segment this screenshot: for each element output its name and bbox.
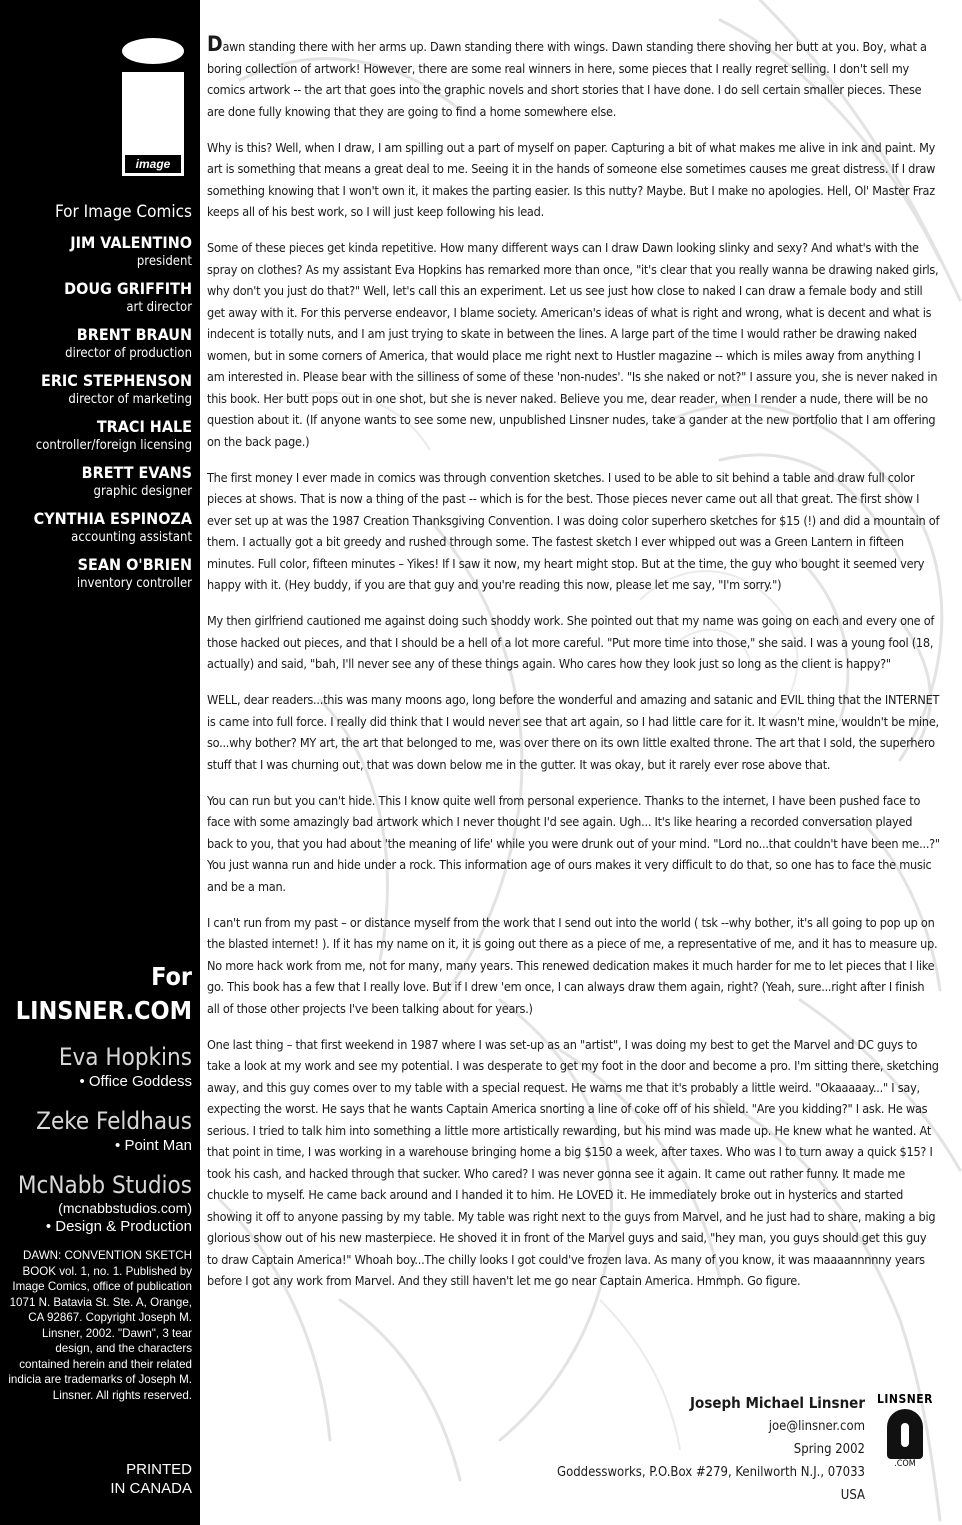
paragraph-text: awn standing there with her arms up. Dawn standing there with wings. Dawn standing there shoving her butt at you. Boy, what a boring collection of artwork! However, there are some real winners in here, some pieces that I really regret selling. I don't sell my comics artwork -- the art that goes into the graphic novels and short stories that I have done. I do sell certain smaller pieces. These are done fully knowing that they are going to find a home somewhere else. xyxy=(207,39,927,119)
studio-url: (mcnabbstudios.com) xyxy=(58,1200,192,1216)
linsner-staff-list xyxy=(0,960,192,1237)
drop-cap: D xyxy=(207,32,223,56)
staff-role: inventory controller xyxy=(76,576,192,591)
linsner-header: For LINSNER.COM xyxy=(15,962,192,1025)
article-body xyxy=(207,34,940,1306)
staff-role: accounting assistant xyxy=(71,530,192,545)
author-name: Joseph Michael Linsner xyxy=(690,1394,865,1412)
linsner-logo-suffix: .COM xyxy=(894,1459,916,1469)
article-paragraph: I can't run from my past – or distance myself from the work that I send out into the world ( tsk --why bother, it's all going to pop up on the blasted internet! ). If it has my name on it, it is going out there as a piece of me, a representative of me, and it has to measure up. No more hack work from me, not for many, many years. This renewed dedication makes it much harder for me to let pieces that I like go. This book has a few that I really love. But if I drew 'em once, I can always draw them again, right? (Yeah, sure...right after I finish all of those other projects I've been talking about for years.) xyxy=(207,914,938,1016)
signature-date: Spring 2002 xyxy=(793,1442,865,1457)
staff-entry xyxy=(2,416,192,454)
staff-entry xyxy=(2,462,192,500)
staff-entry xyxy=(2,278,192,316)
linsner-logo-word: LINSNER xyxy=(877,1392,933,1406)
staff-name: BRENT BRAUN xyxy=(76,325,192,344)
signature-text xyxy=(538,1392,865,1507)
staff-role: art director xyxy=(126,300,192,315)
staff-entry xyxy=(2,232,192,270)
studio-role: • Design & Production xyxy=(45,1218,192,1235)
linsner-logo xyxy=(872,1392,938,1488)
article-paragraph: One last thing – that first weekend in 1987 where I was set-up as an "artist", I was doing my best to get the Marvel and DC guys to take a look at my work and see my potential. I was desperate to get my foot in the door and become a pro. I'm sitting there, sketching away, and this guy comes over to my table with a special request. He warns me that it's probably a little weird. "Okaaaaay..." I say, expecting the worst. He says that he wants Captain America snorting a line of coke off of his shield. "Are you kidding?" I ask. He was serious. I tried to talk him into something a little more artistically rewarding, but his mind was made up. He knew what he wanted. At that point in time, I was working in a warehouse bringing home a big $150 a week, after taxes. Who was I to turn away a quick $15? I took his cash, and hacked through that sucker. Who cared? I was never gonna see it again. It came out rather funny. It made me chuckle to myself. He came back around and I handed it to him. He LOVED it. He immediately broke out in hysterics and started showing it off to anyone passing by my table. My table was right next to the guys from Marvel, and he just had to share, making a big glorious show out of his new masterpiece. He shoved it in front of the Marvel guys and said, "hey man, you guys should get this guy to draw Captain America!" Whoah boy...The chilly looks I got could've frozen lava. As many of you know, it was maaaannnnny years before I got any work from Marvel. And they still haven't let me go near Captain America. Hmmph. Go figure. xyxy=(207,1036,939,1288)
credits-sidebar xyxy=(0,0,200,1525)
article-paragraph: The first money I ever made in comics was through convention sketches. I used to be able to sit behind a table and draw full color pieces at shows. That is now a thing of the past -- which is for the best. Those pieces never came out all that great. The first show I ever set up at was the 1987 Creation Thanksgiving Convention. I was doing color superhero sketches for $15 (!) and did a mountain of them. I actually got a bit greedy and rushed through some. The fastest sketch I ever whipped out was a Green Lantern in fifteen minutes. Full color, fifteen minutes – Yikes! If I saw it now, my heart might stop. But at the time, the guy who bought it seemed very happy with it. (Hey buddy, if you are that guy and you're reading this now, please let me say, "I'm sorry.") xyxy=(207,469,940,592)
printed-line: PRINTED xyxy=(126,1461,192,1478)
image-comics-logo xyxy=(122,38,184,176)
keyhole-icon xyxy=(887,1409,923,1459)
staff-name: ERIC STEPHENSON xyxy=(41,371,192,390)
staff-entry xyxy=(2,554,192,592)
staff-role: controller/foreign licensing xyxy=(35,438,192,453)
logo-dot xyxy=(122,38,184,64)
staff-name: BRETT EVANS xyxy=(81,463,192,482)
staff-name: JIM VALENTINO xyxy=(70,233,192,252)
linsner-staff-name: Eva Hopkins xyxy=(58,1043,192,1071)
article-paragraph: Some of these pieces get kinda repetitive. How many different ways can I draw Dawn looking slinky and sexy? And what's with the spray on clothes? As my assistant Eva Hopkins has remarked more than once, "it's clear that you really wanna be drawing naked girls, why don't you just do that?" Well, let's call this an experiment. Let us see just how close to naked I can draw a female body and still get away with it. For this perverse endeavor, I blame society. American's ideas of what is right and wrong, what is decent and what is indecent is totally nuts, and I am just trying to skate in between the lines. A large part of the time I would rather be drawing naked women, but in some corners of America, that would place me right next to Hustler magazine -- which is miles away from anything I am interested in. Please bear with the silliness of some of these 'non-nudes'. "Is she naked or not?" I assure you, she is never naked in this book. Her butt pops out in one shot, but she is never naked. Believe you me, dear reader, when I render a nude, there will be no question about it. (If anyone wants to see some new, unpublished Linsner nudes, take a gander at the new portfolio that I am offering on the back page.) xyxy=(207,240,939,449)
staff-name: CYNTHIA ESPINOZA xyxy=(33,509,192,528)
author-email[interactable]: joe@linsner.com xyxy=(768,1419,865,1434)
staff-role: director of marketing xyxy=(68,392,192,407)
staff-role: president xyxy=(136,254,192,269)
article-paragraph xyxy=(207,34,940,122)
logo-text: image xyxy=(125,155,181,173)
legal-notice: DAWN: CONVENTION SKETCH BOOK vol. 1, no. 1. Published by Image Comics, office of publication 1071 N. Batavia St. Ste. A, Orange, CA 92867. Copyright Joseph M. Linsner, 2002. "Dawn", 3 tear design, and the characters contained herein and their related indicia are trademarks of Joseph M. Linsner. All rights reserved. xyxy=(8,1249,192,1402)
article-paragraph: Why is this? Well, when I draw, I am spilling out a part of myself on paper. Capturing a bit of what makes me alive in ink and paint. My art is something that means a great deal to me. Seeing it in the hands of someone else sometimes causes me great distress. If I draw something knowing that I won't own it, it makes the parting easier. Is this nutty? Maybe. But I make no apologies. Hell, Ol' Master Fraz keeps all of his best work, so I will just keep following his lead. xyxy=(207,139,936,219)
article-paragraph: You can run but you can't hide. This I know quite well from personal experience. Thanks to the internet, I have been pushed face to face with some amazingly bad artwork which I never thought I'd see again. Ugh... It's like hearing a recorded conversation played back to you, that you had about 'the meaning of life' while you were drunk out of your mind. "Lord no...that couldn't have been me...?" You just wanna run and hide under a rock. This information age of ours makes it very difficult to do that, so one has to face the music and be a man. xyxy=(207,792,940,894)
staff-name: DOUG GRIFFITH xyxy=(64,279,192,298)
linsner-staff-role: • Point Man xyxy=(115,1137,192,1154)
article-paragraph: WELL, dear readers...this was many moons ago, long before the wonderful and amazing and satanic and EVIL thing that the INTERNET is came into full force. I really did think that I would never see that art again, so I had little care for it. It wasn't mine, wouldn't be mine, so...why bother? MY art, the art that belonged to me, was over there on its own little exalted throne. The art that I sold, the superhero stuff that I was churning out, that was down below me in the gutter. It was okay, but it rarely ever rose above that. xyxy=(207,692,940,772)
staff-name: SEAN O'BRIEN xyxy=(77,555,192,574)
linsner-staff-role: • Office Goddess xyxy=(79,1073,192,1090)
studio-name: McNabb Studios xyxy=(17,1171,192,1199)
staff-header: For Image Comics xyxy=(54,202,192,222)
mailing-address: Goddessworks, P.O.Box #279, Kenilworth N.J., 07033 USA xyxy=(557,1465,865,1503)
staff-role: director of production xyxy=(65,346,192,361)
staff-entry xyxy=(2,370,192,408)
image-staff-list xyxy=(2,200,192,592)
staff-name: TRACI HALE xyxy=(96,417,192,436)
linsner-staff-name: Zeke Feldhaus xyxy=(36,1107,192,1135)
printed-line: IN CANADA xyxy=(110,1480,192,1497)
article-paragraph: My then girlfriend cautioned me against doing such shoddy work. She pointed out that my name was going on each and every one of those hacked out pieces, and that I should be a hell of a lot more careful. "Put more time into those," she said. I was a young fool (18, actually) and said, "bah, I'll never see any of these things again. Who cares how they look just so long as the client is happy?" xyxy=(207,613,935,671)
staff-entry xyxy=(2,324,192,362)
staff-role: graphic designer xyxy=(93,484,192,499)
logo-body xyxy=(122,72,184,176)
printed-in-notice xyxy=(2,1460,192,1498)
staff-entry xyxy=(2,508,192,546)
